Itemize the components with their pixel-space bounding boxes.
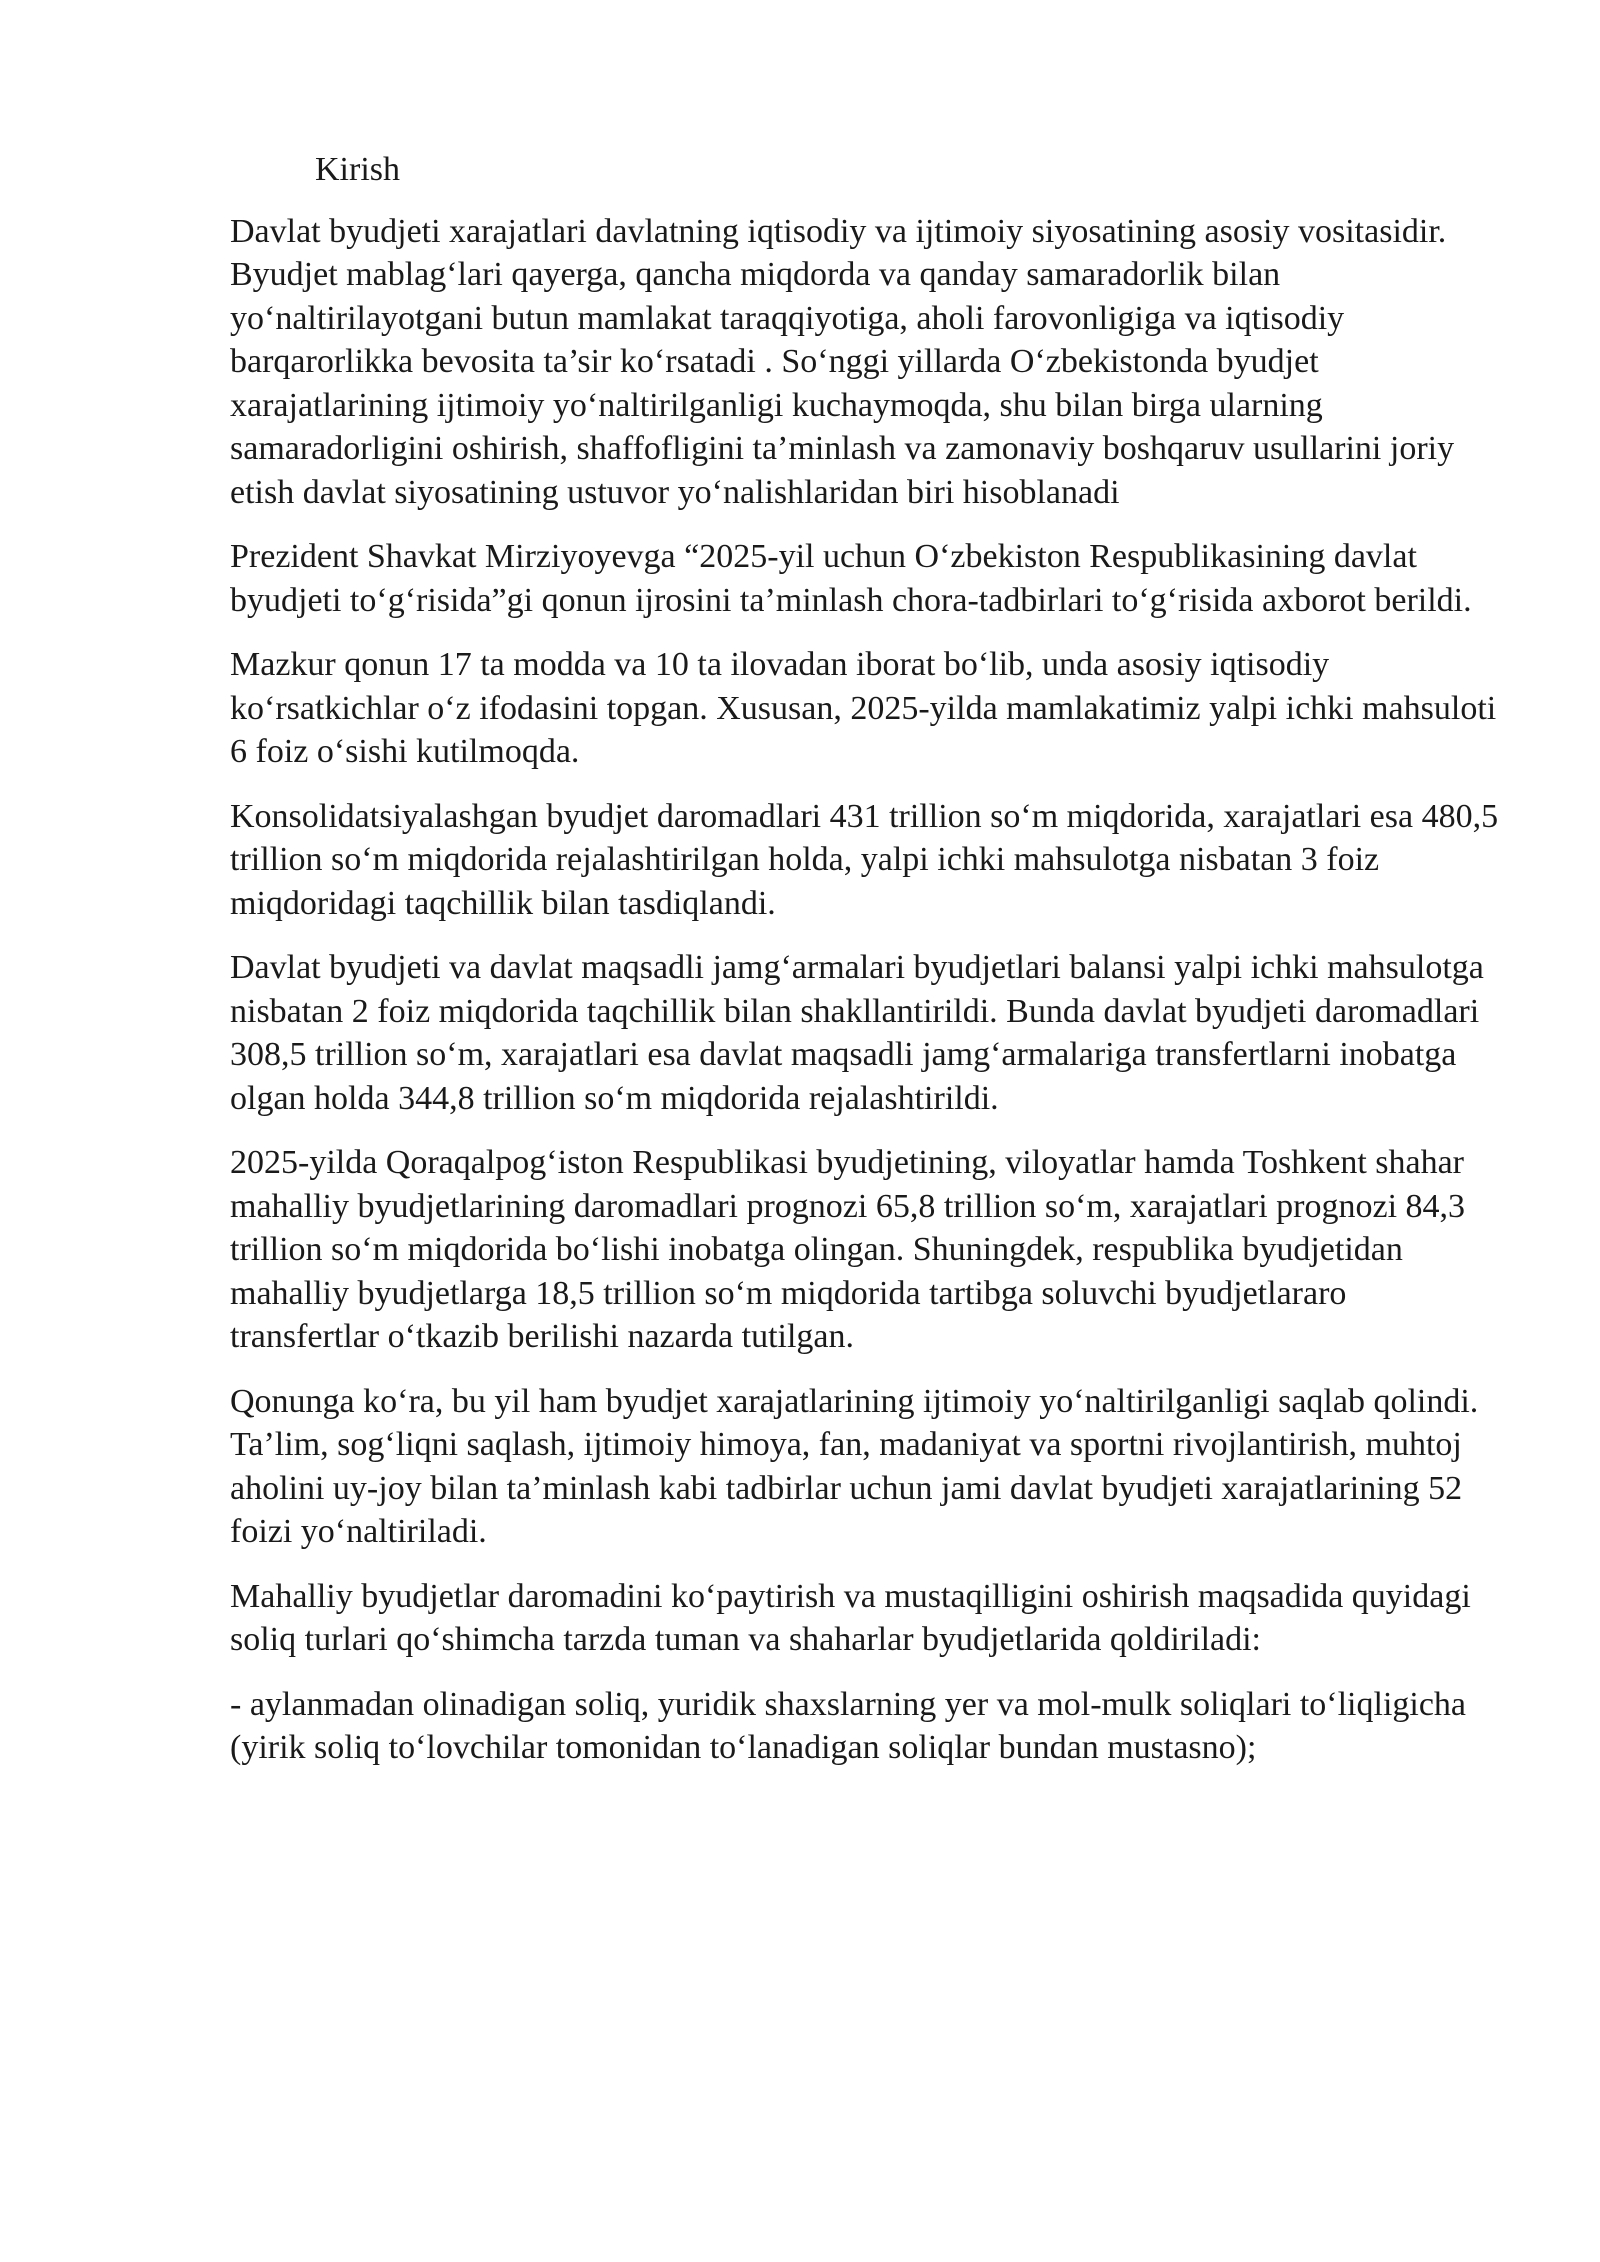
paragraph-president: Prezident Shavkat Mirziyoyevga “2025-yil uchun O‘zbekiston Respublikasining davlat byudjeti to‘g‘risida”gi qonun ijrosini ta’minlash chora-tadbirlari to‘g‘risida axborot berildi.: [230, 538, 1472, 619]
paragraph-state-budget-balance: Davlat byudjeti va davlat maqsadli jamg‘armalari byudjetlari balansi yalpi ichki mahsulotga nisbatan 2 foiz miqdorida taqchillik bilan shakllantirildi. Bunda davlat byudjeti daromadlari 308,5 trillion so‘m, xarajatlari esa davlat maqsadli jamg‘armalariga transfertlarni inobatga olgan holda 344,8 trillion so‘m miqdorida rejalashtirildi.: [230, 949, 1484, 1117]
paragraph-social-orientation: Qonunga ko‘ra, bu yil ham byudjet xarajatlarining ijtimoiy yo‘naltirilganligi saqlab qolindi. Ta’lim, sog‘liqni saqlash, ijtimoiy himoya, fan, madaniyat va sportni rivojlantirish, muhtoj aholini uy-joy bilan ta’minlash kabi tadbirlar uchun jami davlat byudjeti xarajatlarining 52 foizi yo‘naltiriladi.: [230, 1382, 1479, 1550]
document-body: [230, 148, 1500, 1791]
paragraph-consolidated-budget: Konsolidatsiyalashgan byudjet daromadlari 431 trillion so‘m miqdorida, xarajatlari esa 480,5 trillion so‘m miqdorida rejalashtirilgan holda, yalpi ichki mahsulotga nisbatan 3 foiz miqdoridagi taqchillik bilan tasdiqlandi.: [230, 797, 1499, 922]
section-heading: Kirish: [315, 151, 400, 188]
paragraph-law-structure: Mazkur qonun 17 ta modda va 10 ta ilovadan iborat bo‘lib, unda asosiy iqtisodiy ko‘rsatkichlar o‘z ifodasini topgan. Xususan, 2025-yilda mamlakatimiz yalpi ichki mahsuloti 6 foiz o‘sishi kutilmoqda.: [230, 646, 1497, 770]
paragraph-local-budgets: 2025-yilda Qoraqalpog‘iston Respublikasi byudjetining, viloyatlar hamda Toshkent shahar mahalliy byudjetlarining daromadlari prognozi 65,8 trillion so‘m, xarajatlari prognozi 84,3 trillion so‘m miqdorida bo‘lishi inobatga olingan. Shuningdek, respublika byudjetidan mahalliy byudjetlarga 18,5 trillion so‘m miqdorida tartibga soluvchi byudjetlararo transfertlar o‘tkazib berilishi nazarda tutilgan.: [230, 1144, 1466, 1355]
paragraph-local-revenue: Mahalliy byudjetlar daromadini ko‘paytirish va mustaqilligini oshirish maqsadida quyidagi soliq turlari qo‘shimcha tarzda tuman va shaharlar byudjetlarida qoldiriladi:: [230, 1577, 1471, 1658]
paragraph-intro: Davlat byudjeti xarajatlari davlatning iqtisodiy va ijtimoiy siyosatining asosiy vositasidir. Byudjet mablag‘lari qayerga, qancha miqdorda va qanday samaradorlik bilan yo‘naltirilayotgani butun mamlakat taraqqiyotiga, aholi farovonligiga va iqtisodiy barqarorlikka bevosita ta’sir ko‘rsatadi . So‘nggi yillarda O‘zbekistonda byudjet xarajatlarining ijtimoiy yo‘naltirilganligi kuchaymoqda, shu bilan birga ularning samaradorligini oshirish, shaffofligini ta’minlash va zamonaviy boshqaruv usullarini joriy etish davlat siyosatining ustuvor yo‘nalishlaridan biri hisoblanadi: [230, 212, 1455, 511]
paragraph-tax-list-item: - aylanmadan olinadigan soliq, yuridik shaxslarning yer va mol-mulk soliqlari to‘liqligicha (yirik soliq to‘lovchilar tomonidan to‘lanadigan soliqlar bundan mustasno);: [230, 1685, 1467, 1766]
